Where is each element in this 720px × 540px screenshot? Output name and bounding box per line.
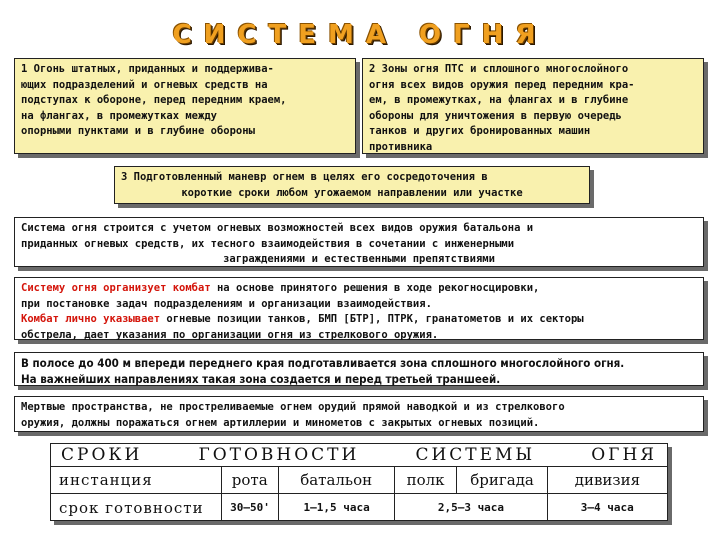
box-fire-zones <box>362 58 704 154</box>
box7-line: Мертвые пространства, не простреливаемые огнем орудий прямой наводкой и из стрелкового <box>21 401 565 413</box>
box-system-construction <box>14 217 704 267</box>
value-division: 3–4 часа <box>580 501 634 514</box>
box4-line: приданных огневых средств, их тесного взаимодействия в сочетании с инженерными <box>21 237 515 250</box>
header-cell-regiment: полк <box>395 467 458 493</box>
box1-line: на флангах, в промежутках между <box>21 109 217 122</box>
table-header-row <box>51 467 667 494</box>
box6-line: В полосе до 400 м впереди переднего края подготавливается зона сплошного многослойного огня. <box>21 356 625 370</box>
box6-line: На важнейших направлениях такая зона создается и перед третьей траншеей. <box>21 371 501 386</box>
heading-word: ГОТОВНОСТИ <box>198 445 360 465</box>
red-highlight: Комбат лично указывает <box>21 313 161 325</box>
box-fire-maneuver <box>114 166 590 204</box>
heading-word: СИСТЕМЫ <box>415 445 536 465</box>
box2-line: противника <box>369 140 433 153</box>
heading-word: ОГНЯ <box>591 445 657 465</box>
header-cell-instance: инстанция <box>51 467 222 493</box>
box4-line: Система огня строится с учетом огневых возможностей всех видов оружия батальона и <box>21 222 534 234</box>
box3-line: 3 Подготовленный маневр огнем в целях его сосредоточения в <box>121 171 488 183</box>
header-cell-division: дивизия <box>574 471 641 489</box>
box1-line: подступах к обороне, перед передним краем, <box>21 94 287 106</box>
box2-line: огня всех видов оружия перед передним кра- <box>369 78 635 91</box>
red-highlight: Систему огня организует комбат <box>21 282 211 294</box>
value-battalion: 1–1,5 часа <box>279 494 395 521</box>
box5-line-2: при постановке задач подразделениям и организации взаимодействия. <box>21 297 432 310</box>
table-heading <box>51 444 667 467</box>
box2-line: обороны для уничтожения в первую очередь <box>369 109 622 122</box>
heading-word: СРОКИ <box>61 445 143 465</box>
box5-line-4: обстрела, дает указания по организации огня из стрелкового оружия. <box>21 328 439 341</box>
readiness-table <box>50 443 668 521</box>
header-cell-brigade: бригада <box>457 467 547 493</box>
box4-line: заграждениями и естественными препятствиями <box>223 253 495 265</box>
box-fire-of-units <box>14 58 356 154</box>
box2-line: ем, в промежутках, на флангах и в глубине <box>369 94 629 106</box>
box-dead-space <box>14 396 704 432</box>
box7-line: оружия, должны поражаться огнем артиллерии и минометов с закрытых огневых позиций. <box>21 416 540 429</box>
box2-line: танков и других бронированных машин <box>369 125 591 137</box>
box5-line-1 <box>21 281 697 297</box>
page-title: СИСТЕМА ОГНЯ <box>172 20 548 50</box>
row-label: срок готовности <box>51 494 222 521</box>
value-company: 30–50' <box>222 494 279 521</box>
box5-text: огневые позиции танков, БМП [БТР], ПТРК, гранатометов и их секторы <box>160 313 584 325</box>
box-fire-zone-depth <box>14 352 704 386</box>
box1-line: опорными пунктами и в глубине обороны <box>21 125 255 137</box>
box3-line: короткие сроки любом угожаемом направлении или участке <box>181 186 523 199</box>
box5-line-3 <box>21 312 697 328</box>
box5-text: на основе принятого решения в ходе рекогносцировки, <box>210 282 540 294</box>
value-regiment-brigade: 2,5–3 часа <box>395 494 547 521</box>
box2-line: 2 Зоны огня ПТС и сплошного многослойного <box>369 63 629 75</box>
box1-line: ющих подразделений и огневых средств на <box>21 78 268 91</box>
box-organization <box>14 277 704 340</box>
header-cell-battalion: батальон <box>279 467 395 493</box>
header-cell-company: рота <box>222 467 279 493</box>
table-value-row <box>51 494 667 521</box>
box1-line: 1 Огонь штатных, приданных и поддержива- <box>21 63 274 75</box>
